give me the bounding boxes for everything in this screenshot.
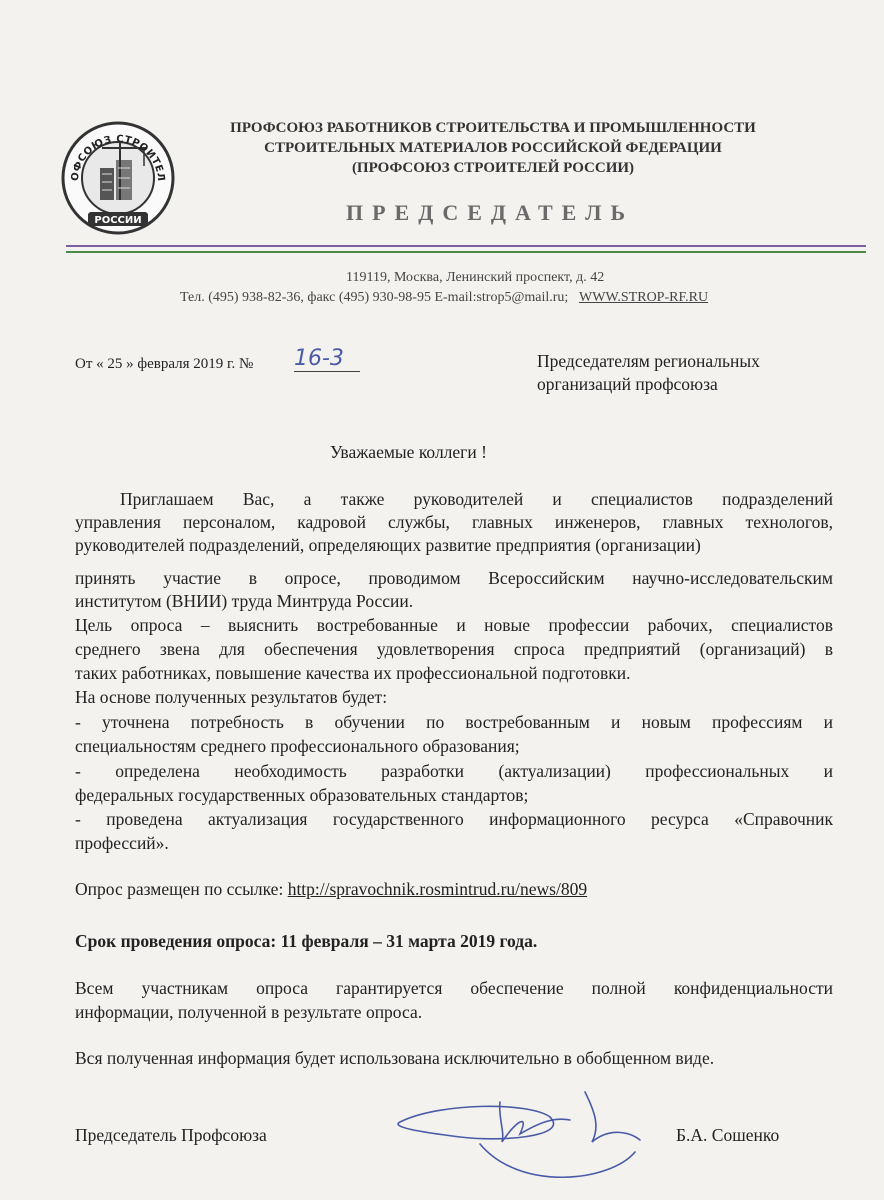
confidential-line-2: информации, полученной в результате опроса. bbox=[75, 1002, 423, 1022]
header-rule-green bbox=[66, 251, 866, 253]
union-logo bbox=[60, 120, 176, 236]
bullet2-line-1: - определена необходимость разработки (актуализации) профессиональных и bbox=[75, 761, 833, 781]
salutation: Уважаемые коллеги ! bbox=[330, 442, 487, 462]
org-name-line-1: ПРОФСОЮЗ РАБОТНИКОВ СТРОИТЕЛЬСТВА И ПРОМЫШЛЕННОСТИ bbox=[230, 120, 756, 136]
handwritten-signature bbox=[380, 1082, 660, 1192]
recipient-line-1: Председателям региональных bbox=[537, 351, 760, 371]
confidential-line-1: Всем участникам опроса гарантируется обеспечение полной конфиденциальности bbox=[75, 978, 833, 998]
address: 119119, Москва, Ленинский проспект, д. 42 bbox=[346, 270, 605, 285]
bullet2-line-2: федеральных государственных образовательных стандартов; bbox=[75, 785, 529, 805]
letter-number: 16-3 bbox=[294, 346, 360, 372]
survey-link-prefix: Опрос размещен по ссылке: bbox=[75, 879, 284, 899]
website-link[interactable]: WWW.STROP-RF.RU bbox=[579, 290, 709, 305]
date-month-year: февраля 2019 г. № bbox=[137, 356, 254, 372]
org-name-line-2: СТРОИТЕЛЬНЫХ МАТЕРИАЛОВ РОССИЙСКОЙ ФЕДЕРАЦИИ bbox=[264, 140, 722, 156]
survey-deadline: Срок проведения опроса: 11 февраля – 31 марта 2019 года. bbox=[75, 931, 538, 951]
recipient-line-2: организаций профсоюза bbox=[537, 374, 718, 394]
para1-line-3: руководителей подразделений, определяющих развитие предприятия (организации) bbox=[75, 535, 701, 555]
svg-text:ПРОФСОЮЗ СТРОИТЕЛЕЙ: ОФСОЮЗ СТРОИТЕЛ bbox=[69, 133, 167, 183]
usage-statement: Вся полученная информация будет использована исключительно в обобщенном виде. bbox=[75, 1048, 715, 1068]
svg-text:РОССИИ: РОССИИ bbox=[94, 215, 142, 226]
survey-link-line bbox=[75, 878, 587, 900]
para3-line-1: Цель опроса – выяснить востребованные и новые профессии рабочих, специалистов bbox=[75, 615, 833, 635]
org-name-line-3: (ПРОФСОЮЗ СТРОИТЕЛЕЙ РОССИИ) bbox=[351, 160, 635, 176]
bullet3-line-1: - проведена актуализация государственного информационного ресурса «Справочник bbox=[75, 809, 833, 829]
para1-line-1: Приглашаем Вас, а также руководителей и специалистов подразделений bbox=[120, 489, 833, 509]
chairman-title: ПРЕДСЕДАТЕЛЬ bbox=[346, 200, 635, 225]
para4: На основе полученных результатов будет: bbox=[75, 687, 388, 707]
para3-line-3: таких работниках, повышение качества их профессиональной подготовки. bbox=[75, 663, 631, 683]
para2-line-2: институтом (ВНИИ) труда Минтруда России. bbox=[75, 591, 414, 611]
header-rule-purple bbox=[66, 245, 866, 247]
date-day: « 25 » bbox=[96, 356, 134, 372]
survey-link[interactable]: http://spravochnik.rosmintrud.ru/news/809 bbox=[287, 879, 588, 899]
date-prefix: От bbox=[75, 356, 93, 372]
signer-name: Б.А. Сошенко bbox=[676, 1125, 780, 1145]
bullet1-line-2: специальностям среднего профессионального образования; bbox=[75, 736, 520, 756]
para3-line-2: среднего звена для обеспечения удовлетворения спроса предприятий (организаций) в bbox=[75, 639, 833, 659]
bullet3-line-2: профессий». bbox=[75, 833, 169, 853]
para2-line-1: принять участие в опросе, проводимом Всероссийским научно-исследовательским bbox=[75, 568, 833, 588]
contacts-phone-email: Тел. (495) 938-82-36, факс (495) 930-98-95 E-mail:strop5@mail.ru; bbox=[180, 290, 569, 305]
para1-line-2: управления персоналом, кадровой службы, главных инженеров, главных технологов, bbox=[75, 512, 833, 532]
signer-title: Председатель Профсоюза bbox=[75, 1125, 267, 1145]
bullet1-line-1: - уточнена потребность в обучении по востребованным и новым профессиям и bbox=[75, 712, 833, 732]
contacts bbox=[180, 290, 708, 306]
letter-date bbox=[75, 356, 253, 373]
